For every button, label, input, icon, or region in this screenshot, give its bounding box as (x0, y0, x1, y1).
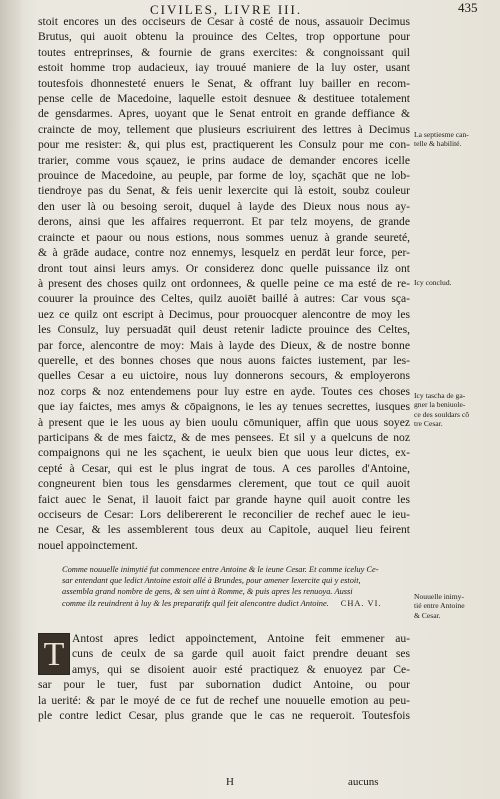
chapter-label: CHA. VI. (340, 598, 382, 608)
text-line: nouel appoinctement. (38, 538, 138, 552)
text-line: ne Cesar, & les assemblerent tous deux au Capitole, auquel lieu feirent (38, 523, 410, 537)
margin-note: Nouuelle inimy- tié entre Antoine & Cesar. (414, 592, 465, 620)
catchword: aucuns (348, 776, 379, 788)
text-line: à present des choses quilz ont ordonnees, & quelle peine ce ma esté de re- (38, 276, 410, 290)
summary-line: sar entendant que ledict Antoine estoit allé à Brundes, pour amener lexercite qui y estoit, (62, 576, 361, 586)
text-line: amys, qui se disoient auoir esté practiquez & enuoyez par Ce- (72, 662, 410, 676)
summary-line: comme ilz reuindrent à luy & les preparatifz quil feit alencontre dudict Antoine. CHA. VI. (62, 598, 382, 608)
chapter-summary (62, 564, 414, 609)
text-line: uez ce quilz ont escript à Decimus, pour prouocquer alencontre de moy les (38, 307, 410, 321)
text-line: ple contre ledict Cesar, plus grande que le cas ne requeroit. Toutesfois (38, 709, 410, 723)
text-line: derons, ainsi que les affaires requerront. Et par telz moyens, de grande (38, 215, 410, 229)
margin-note: Icy conclud. (414, 278, 452, 287)
text-line: les Consulz, luy persuadāt quil deust retenir ladicte prouince des Celtes, (38, 323, 410, 337)
text-line: toutesfois dhonnesteté enuers le Senat, & offrant luy bailler en recom- (38, 76, 410, 90)
text-line: den user là ou besoing seroit, duquel à layde des Dieux nous nous ay- (38, 199, 410, 213)
text-line: compaignons qui ne les sçachent, ie ueulx bien que uous leur dictes, ex- (38, 446, 410, 460)
margin-note: Icy tascha de ga- gner la beniuole- ce des souldars cō tre Cesar. (414, 391, 470, 429)
text-line: occiseurs de Cesar: Lors delibererent le reconcilier de rechef auec le ieu- (38, 508, 410, 521)
text-line: toutes entreprinses, & fournie de grans exercites: & congnoissant quil (38, 45, 410, 59)
text-line: prouince de Macedoine, au peuple, par forme de loy, sçachāt que ne lob- (38, 169, 410, 183)
page-number: 435 (458, 0, 478, 15)
text-line: Brutus, qui auoit obtenu la prouince des Celtes, trop opportune pour (38, 30, 410, 44)
text-line: de gensdarmes. Apres, uoyant que le Senat entroit en grande deffiance & (38, 107, 410, 121)
text-line: couurer la prouince des Celtes, quilz auoiēt baillé à autres: Car vous sça- (38, 292, 410, 306)
running-title: CIVILES, LIVRE III. (150, 2, 303, 17)
text-line: craincte de moy, tellement que plusieurs escriuirent des lettres à Decimus (38, 122, 410, 136)
text-line: par force, alencontre de moy: Mais à layde des Dieux, & de nostre bonne (38, 338, 410, 352)
text-line: faict auec le Senat, il lauoit faict par grande hayne quil auoit contre les (38, 492, 410, 506)
text-line: Antost apres ledict appoinctement, Antoine feit emmener au- (72, 632, 410, 645)
second-paragraph (38, 631, 410, 723)
text-line: estoit homme trop audacieux, iay trouué maniere de la luy oster, usant (38, 61, 410, 75)
text-line: dront tout ainsi leurs amys. Or considerez donc quelle puissance ilz ont (38, 261, 410, 275)
text-line: quelles Cesar a eu uictoire, nous luy donnerons secours, & employerons (38, 369, 410, 383)
summary-line: Comme nouuelle inimytié fut commencee entre Antoine & le ieune Cesar. Et comme iceluy Ce- (62, 565, 379, 574)
text-line: pour me resister: &, qui plus est, practiquerent les Consulz pour me con- (38, 138, 410, 152)
main-paragraph (38, 14, 410, 553)
text-line: tiendroye pas du Senat, & feis uenir lexercite qui là estoit, soubz couleur (38, 184, 410, 198)
text-line: sar pour le tuer, fust par subornation dudict Antoine, ou pour (38, 678, 410, 692)
decorated-initial: T (38, 633, 70, 675)
text-line: stoit encores un des occiseurs de Cesar à costé de nous, assauoir Decimus (38, 15, 410, 28)
text-line: que iay faictes, mes amys & cōpaignons, ie les ay tenues secrettes, iusques (38, 400, 410, 414)
text-line: à present que ie les uous ay bien uoulu cōmuniquer, affin que uous soyez (38, 415, 410, 429)
summary-line: assembla grand nombre de gens, & sen uint à Romme, & puis apres les renuoya. Aussi (62, 587, 353, 597)
text-line: cuns de ceulx de sa garde quil auoit faict prendre deuant ses (72, 647, 410, 661)
text-line: querelle, et des bonnes choses que nous auons faictes iustement, par les- (38, 353, 410, 367)
text-line: trarier, comme vous sçauez, ie prins audace de demander encores icelle (38, 153, 410, 167)
signature-mark: H (226, 776, 234, 788)
text-line: la uerité: & par le moyé de ce fut de rechef une nouuelle emotion au peu- (38, 693, 410, 707)
text-line: cepté à Cesar, qui est le plus ingrat de tous. A ces parolles d'Antoine, (38, 461, 410, 475)
page-gutter (0, 0, 22, 799)
text-line: participans & de mes faictz, & de mes pensees. Et sil y a quelcuns de noz (38, 430, 410, 444)
text-line: noz corps & noz entendemens pour luy estre en ayde. Toutes ces choses (38, 384, 410, 398)
text-line: pense celle de Macedoine, laquelle estoit desnuee & destituee totalement (38, 92, 410, 106)
margin-note: La septiesme can- telle & habilité. (414, 130, 469, 149)
text-line: & à grāde audace, contre noz ennemys, lesquelz en perdāt leur force, per- (38, 246, 410, 260)
text-line: craincte et paour ou nous estions, nous sommes uenuz à grande seureté, (38, 230, 410, 244)
text-line: congneurent bien tous les gensdarmes clerement, que tout ce quil auoit (38, 477, 410, 491)
